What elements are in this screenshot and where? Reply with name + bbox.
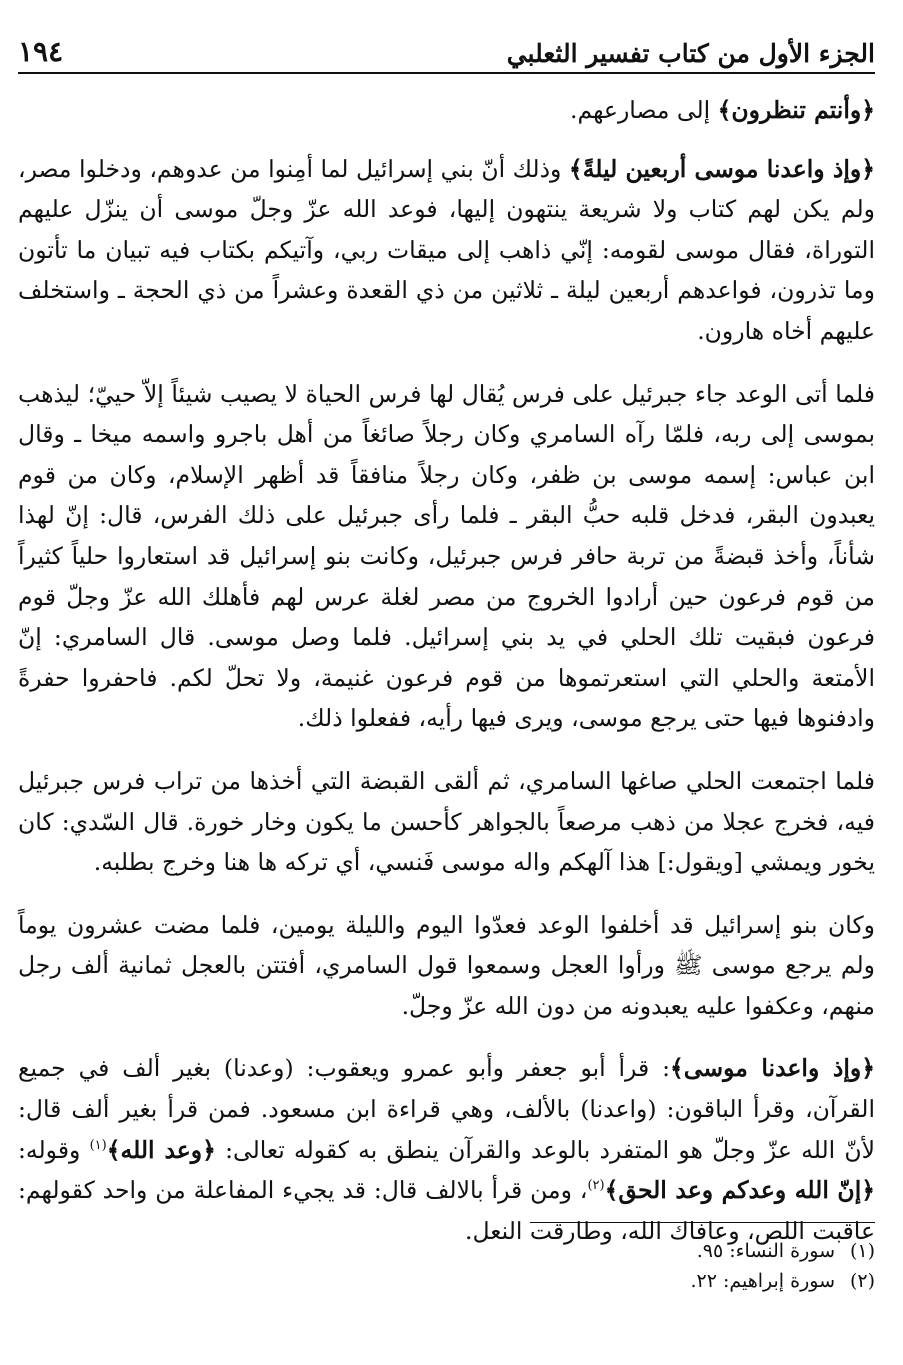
paragraph <box>18 761 875 883</box>
footnote <box>690 1266 875 1296</box>
quran-quote: ﴿وإذ واعدنا موسى﴾ <box>670 1054 875 1083</box>
quran-quote: ﴿إنّ الله وعدكم وعد الحق﴾ <box>604 1176 875 1205</box>
quran-quote: ﴿وعد الله﴾ <box>106 1135 216 1164</box>
footnote-number: (٢) <box>849 1270 875 1292</box>
text-run: وكان بنو إسرائيل قد أخلفوا الوعد فعدّوا اليوم والليلة يومين، فلما مضت عشرون يوماً ولم يرجع موسى ﷺ ورأوا العجل وسمعوا قول السامري، أفتتن بالعجل ثمانية ألف رجل منهم، وعكفوا عليه يعبدونه من دون الله عزّ وجلّ. <box>18 910 875 1020</box>
quran-quote: ﴿وأنتم تنظرون﴾ <box>717 96 875 124</box>
text-run: وذلك أنّ بني إسرائيل لما أمِنوا من عدوهم، ودخلوا مصر، ولم يكن لهم كتاب ولا شريعة ينتهون إليها، فوعد الله عزّ وجلّ موسى أن ينزّل عليهم التوراة، فقال موسى لقومه: إنّي ذاهب إلى ميقات ربي، وآتيكم بكتاب فيه تبيان ما تأتون وما تذرون، فواعدهم أربعين ليلة ـ ثلاثين من ذي القعدة وعشراً من ذي الحجة ـ واستخلف عليهم أخاه هارون. <box>18 154 875 345</box>
text-run: إلى مصارعهم. <box>569 96 718 124</box>
page-header <box>18 28 875 74</box>
running-title: الجزء الأول من كتاب تفسير الثعلبي <box>506 39 875 68</box>
quran-quote: ﴿وإذ واعدنا موسى أربعين ليلةً﴾ <box>568 154 875 183</box>
text-run: فلما أتى الوعد جاء جبرئيل على فرس يُقال لها فرس الحياة لا يصيب شيئاً إلاّ حييّ؛ ليذهب بموسى إلى ربه، فلمّا رآه السامري وكان رجلاً صائغاً من أهل باجرو واسمه ميخا ـ وقال ابن عباس: إسمه موسى بن ظفر، وكان رجلاً منافقاً قد أظهر الإسلام، وكان من قوم يعبدون البقر، فدخل قلبه حبُّ البقر ـ فلما رأى جبرئيل على ذلك الفرس، قال: إنّ لهذا شأناً، وأخذ قبضةً من تربة حافر فرس جبرئيل، وكانت بنو إسرائيل قد استعاروا حلياً كثيراً من قوم فرعون حين أرادوا الخروج من مصر لغلة عرس لهم فأهلك الله عزّ وجلّ قوم فرعون فبقيت تلك الحلي في يد بني إسرائيل. فلما وصل موسى. قال السامري: إنّ الأمتعة والحلي التي استعرتموها من قوم فرعون غنيمة، ولا تحلّ لكم. فاحفروا حفرةً وادفنوها فيها حتى يرجع موسى، ويرى فيها رأيه، ففعلوا ذلك. <box>18 379 875 733</box>
footnote-divider <box>530 1222 875 1223</box>
page-number: ١٩٤ <box>18 35 64 68</box>
footnote-ref: (١) <box>89 1137 107 1153</box>
footnote-text: سورة إبراهيم: ٢٢. <box>690 1270 835 1292</box>
text-run: ، ومن قرأ بالالف قال: قد يجيء المفاعلة من واحد كقولهم: عاقبت اللص، وعافاك الله، وطارقت النعل. <box>18 1176 875 1245</box>
footnote-text: سورة النساء: ٩٥. <box>696 1240 835 1262</box>
text-run: فلما اجتمعت الحلي صاغها السامري، ثم ألقى القبضة التي أخذها من تراب فرس جبرئيل فيه، فخرج عجلا من ذهب مرصعاً بالجواهر كأحسن ما يكون وخار خورة. قال السّدي: كان يخور ويمشي [ويقول:] هذا آلهكم واله موسى فَنسي، أي تركه ها هنا وخرج بطلبه. <box>18 766 875 877</box>
main-text <box>18 90 875 1273</box>
paragraph <box>18 905 875 1027</box>
paragraph <box>18 149 875 352</box>
text-run: : قرأ أبو جعفر وأبو عمرو ويعقوب: (وعدنا) بغير ألف في جميع القرآن، وقرأ الباقون: (واعدنا) بالألف، وهي قراءة ابن مسعود. فمن قرأ بغير ألف قال: لأنّ الله عزّ وجلّ هو المتفرد بالوعد والقرآن ينطق به كقوله تعالى: <box>18 1054 875 1164</box>
footnote-number: (١) <box>849 1240 875 1262</box>
paragraph <box>18 1048 875 1251</box>
paragraph <box>18 90 875 131</box>
text-run: وقوله: <box>18 1135 90 1164</box>
paragraph <box>18 374 875 739</box>
footnote <box>697 1236 875 1266</box>
footnote-ref: (٢) <box>587 1178 605 1194</box>
